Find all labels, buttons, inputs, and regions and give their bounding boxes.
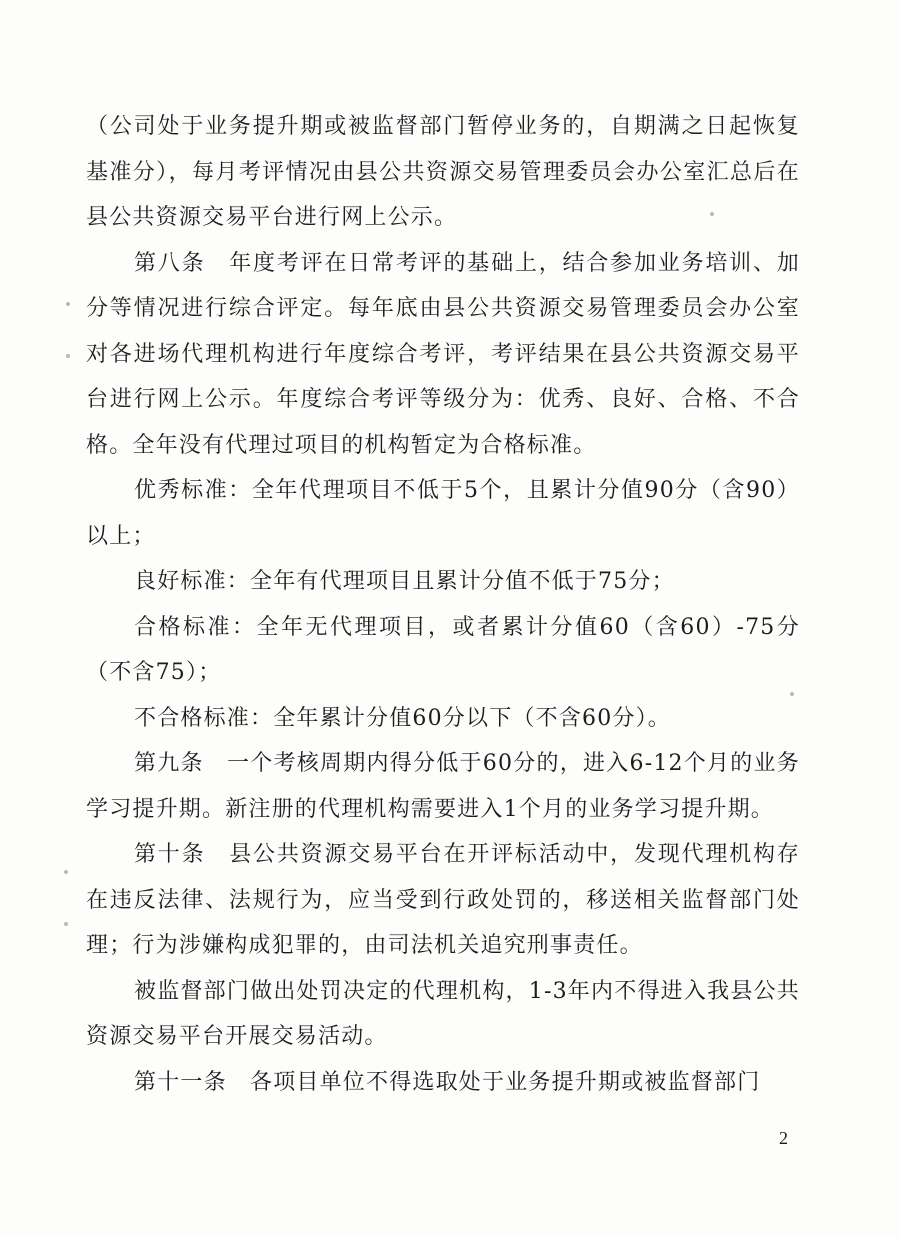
scan-speck [64,870,68,874]
paragraph-article-8: 第八条 年度考评在日常考评的基础上，结合参加业务培训、加分等情况进行综合评定。每年底由县公共资源交易管理委员会办公室对各进场代理机构进行年度综合考评，考评结果在县公共资源交易平台进行网上公示。年度综合考评等级分为：优秀、良好、合格、不合格。全年没有代理过项目的机构暂定为合格标准。 [86,250,800,458]
scan-speck [710,212,714,216]
body-text [86,104,800,1105]
scan-speck [66,354,70,358]
paragraph-article-9: 第九条 一个考核周期内得分低于60分的，进入6-12个月的业务学习提升期。新注册的代理机构需要进入1个月的业务学习提升期。 [86,751,800,822]
paragraph-article-11: 第十一条 各项目单位不得选取处于业务提升期或被监督部门 [134,1069,761,1095]
paragraph-excellent-standard: 优秀标准：全年代理项目不低于5个，且累计分值90分（含90）以上； [86,478,800,549]
paragraph-article-10: 第十条 县公共资源交易平台在开评标活动中，发现代理机构存在违反法律、法规行为，应当受到行政处罚的，移送相关监督部门处理；行为涉嫌构成犯罪的，由司法机关追究刑事责任。 [86,842,800,958]
page-number: 2 [779,1128,788,1148]
paragraph-continuation: （公司处于业务提升期或被监督部门暂停业务的，自期满之日起恢复基准分），每月考评情况由县公共资源交易管理委员会办公室汇总后在县公共资源交易平台进行网上公示。 [86,114,800,230]
scan-speck [66,302,70,306]
scan-speck [790,692,794,696]
paragraph-qualified-standard: 合格标准：全年无代理项目，或者累计分值60（含60）-75分（不含75）； [86,614,800,685]
paragraph-penalty: 被监督部门做出处罚决定的代理机构，1-3年内不得进入我县公共资源交易平台开展交易活动。 [86,978,800,1049]
paragraph-good-standard: 良好标准：全年有代理项目且累计分值不低于75分； [134,569,675,594]
scan-speck [64,922,68,926]
paragraph-unqualified-standard: 不合格标准：全年累计分值60分以下（不含60分）。 [134,705,671,731]
